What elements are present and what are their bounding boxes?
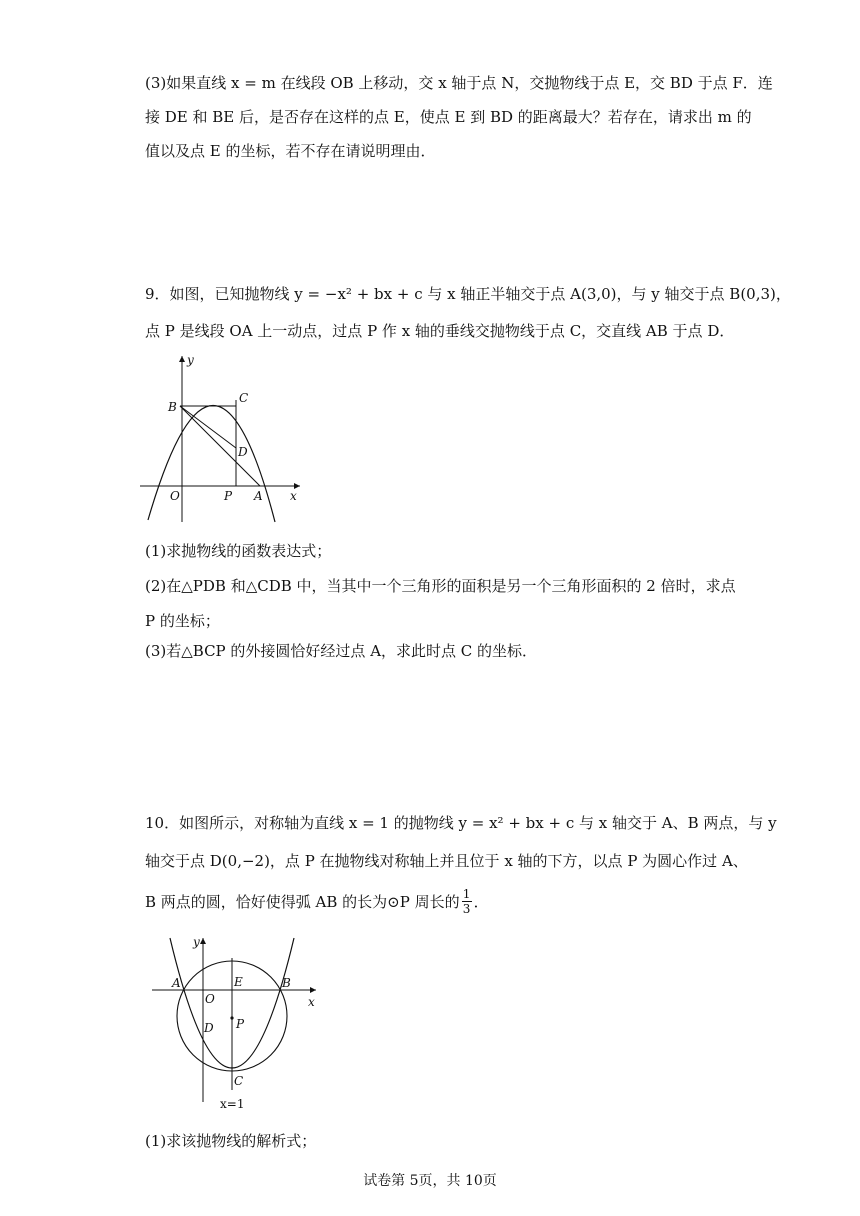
q8-part3-line3: 值以及点 E 的坐标，若不存在请说明理由． (145, 142, 436, 160)
q10-label-E: E (234, 975, 243, 989)
q8-part3-line2: 接 DE 和 BE 后，是否存在这样的点 E，使点 E 到 BD 的距离最大？若存在，请求出 m 的 (145, 108, 752, 126)
q10-label-x: x (308, 995, 315, 1009)
q10-label-B: B (282, 976, 291, 990)
q10-stem-line3-end: ． (473, 893, 489, 911)
q9-part3: (3)若△BCP 的外接圆恰好经过点 A，求此时点 C 的坐标． (145, 642, 538, 660)
q8-part3-line1: (3)如果直线 x = m 在线段 OB 上移动，交 x 轴于点 N，交抛物线于点 E，交 BD 于点 F．连 (145, 74, 773, 92)
q9-label-B: B (168, 400, 177, 414)
q10-label-axis: x=1 (220, 1097, 245, 1111)
q10-label-y: y (193, 935, 200, 949)
q9-label-A: A (254, 489, 263, 503)
q10-part1: (1)求该抛物线的解析式； (145, 1132, 317, 1150)
q10-label-O: O (205, 992, 215, 1006)
q10-label-D: D (204, 1021, 214, 1035)
q9-stem-line2: 点 P 是线段 OA 上一动点，过点 P 作 x 轴的垂线交抛物线于点 C，交直线 AB 于点 D． (145, 322, 735, 340)
q9-part2-line1: (2)在△PDB 和△CDB 中，当其中一个三角形的面积是另一个三角形面积的 2 倍时，求点 (145, 577, 736, 595)
q10-stem-line2: 轴交于点 D(0,−2)，点 P 在抛物线对称轴上并且位于 x 轴的下方，以点 P 为圆心作过 A、 (145, 852, 748, 870)
q10-fraction (462, 887, 472, 916)
q10-stem-line3-text: B 两点的圆，恰好使得弧 AB 的长为⊙P 周长的 (145, 893, 460, 911)
page-footer: 试卷第 5页，共 10页 (363, 1173, 497, 1189)
q9-label-C: C (239, 391, 249, 405)
q10-label-A: A (172, 976, 181, 990)
q9-part1: (1)求抛物线的函数表达式； (145, 542, 332, 560)
q10-stem-line3 (145, 887, 489, 916)
q10-frac-num: 1 (462, 887, 471, 901)
q10-frac-den: 3 (462, 902, 471, 916)
q9-figure (140, 350, 310, 529)
q9-label-x: x (290, 489, 297, 503)
q9-label-y: y (187, 353, 194, 367)
q10-figure (148, 930, 333, 1124)
q9-label-O: O (170, 489, 180, 503)
q9-part2-line2: P 的坐标； (145, 612, 220, 630)
q10-label-P: P (236, 1017, 245, 1031)
q9-label-D: D (238, 445, 248, 459)
q10-label-C: C (234, 1074, 244, 1088)
q9-stem-line1: 9．如图，已知抛物线 y = −x² + bx + c 与 x 轴正半轴交于点 A(3,0)，与 y 轴交于点 B(0,3)， (145, 285, 791, 303)
q9-label-P: P (224, 489, 233, 503)
q10-stem-line1: 10．如图所示，对称轴为直线 x = 1 的抛物线 y = x² + bx + c 与 x 轴交于 A、B 两点，与 y (145, 814, 777, 832)
